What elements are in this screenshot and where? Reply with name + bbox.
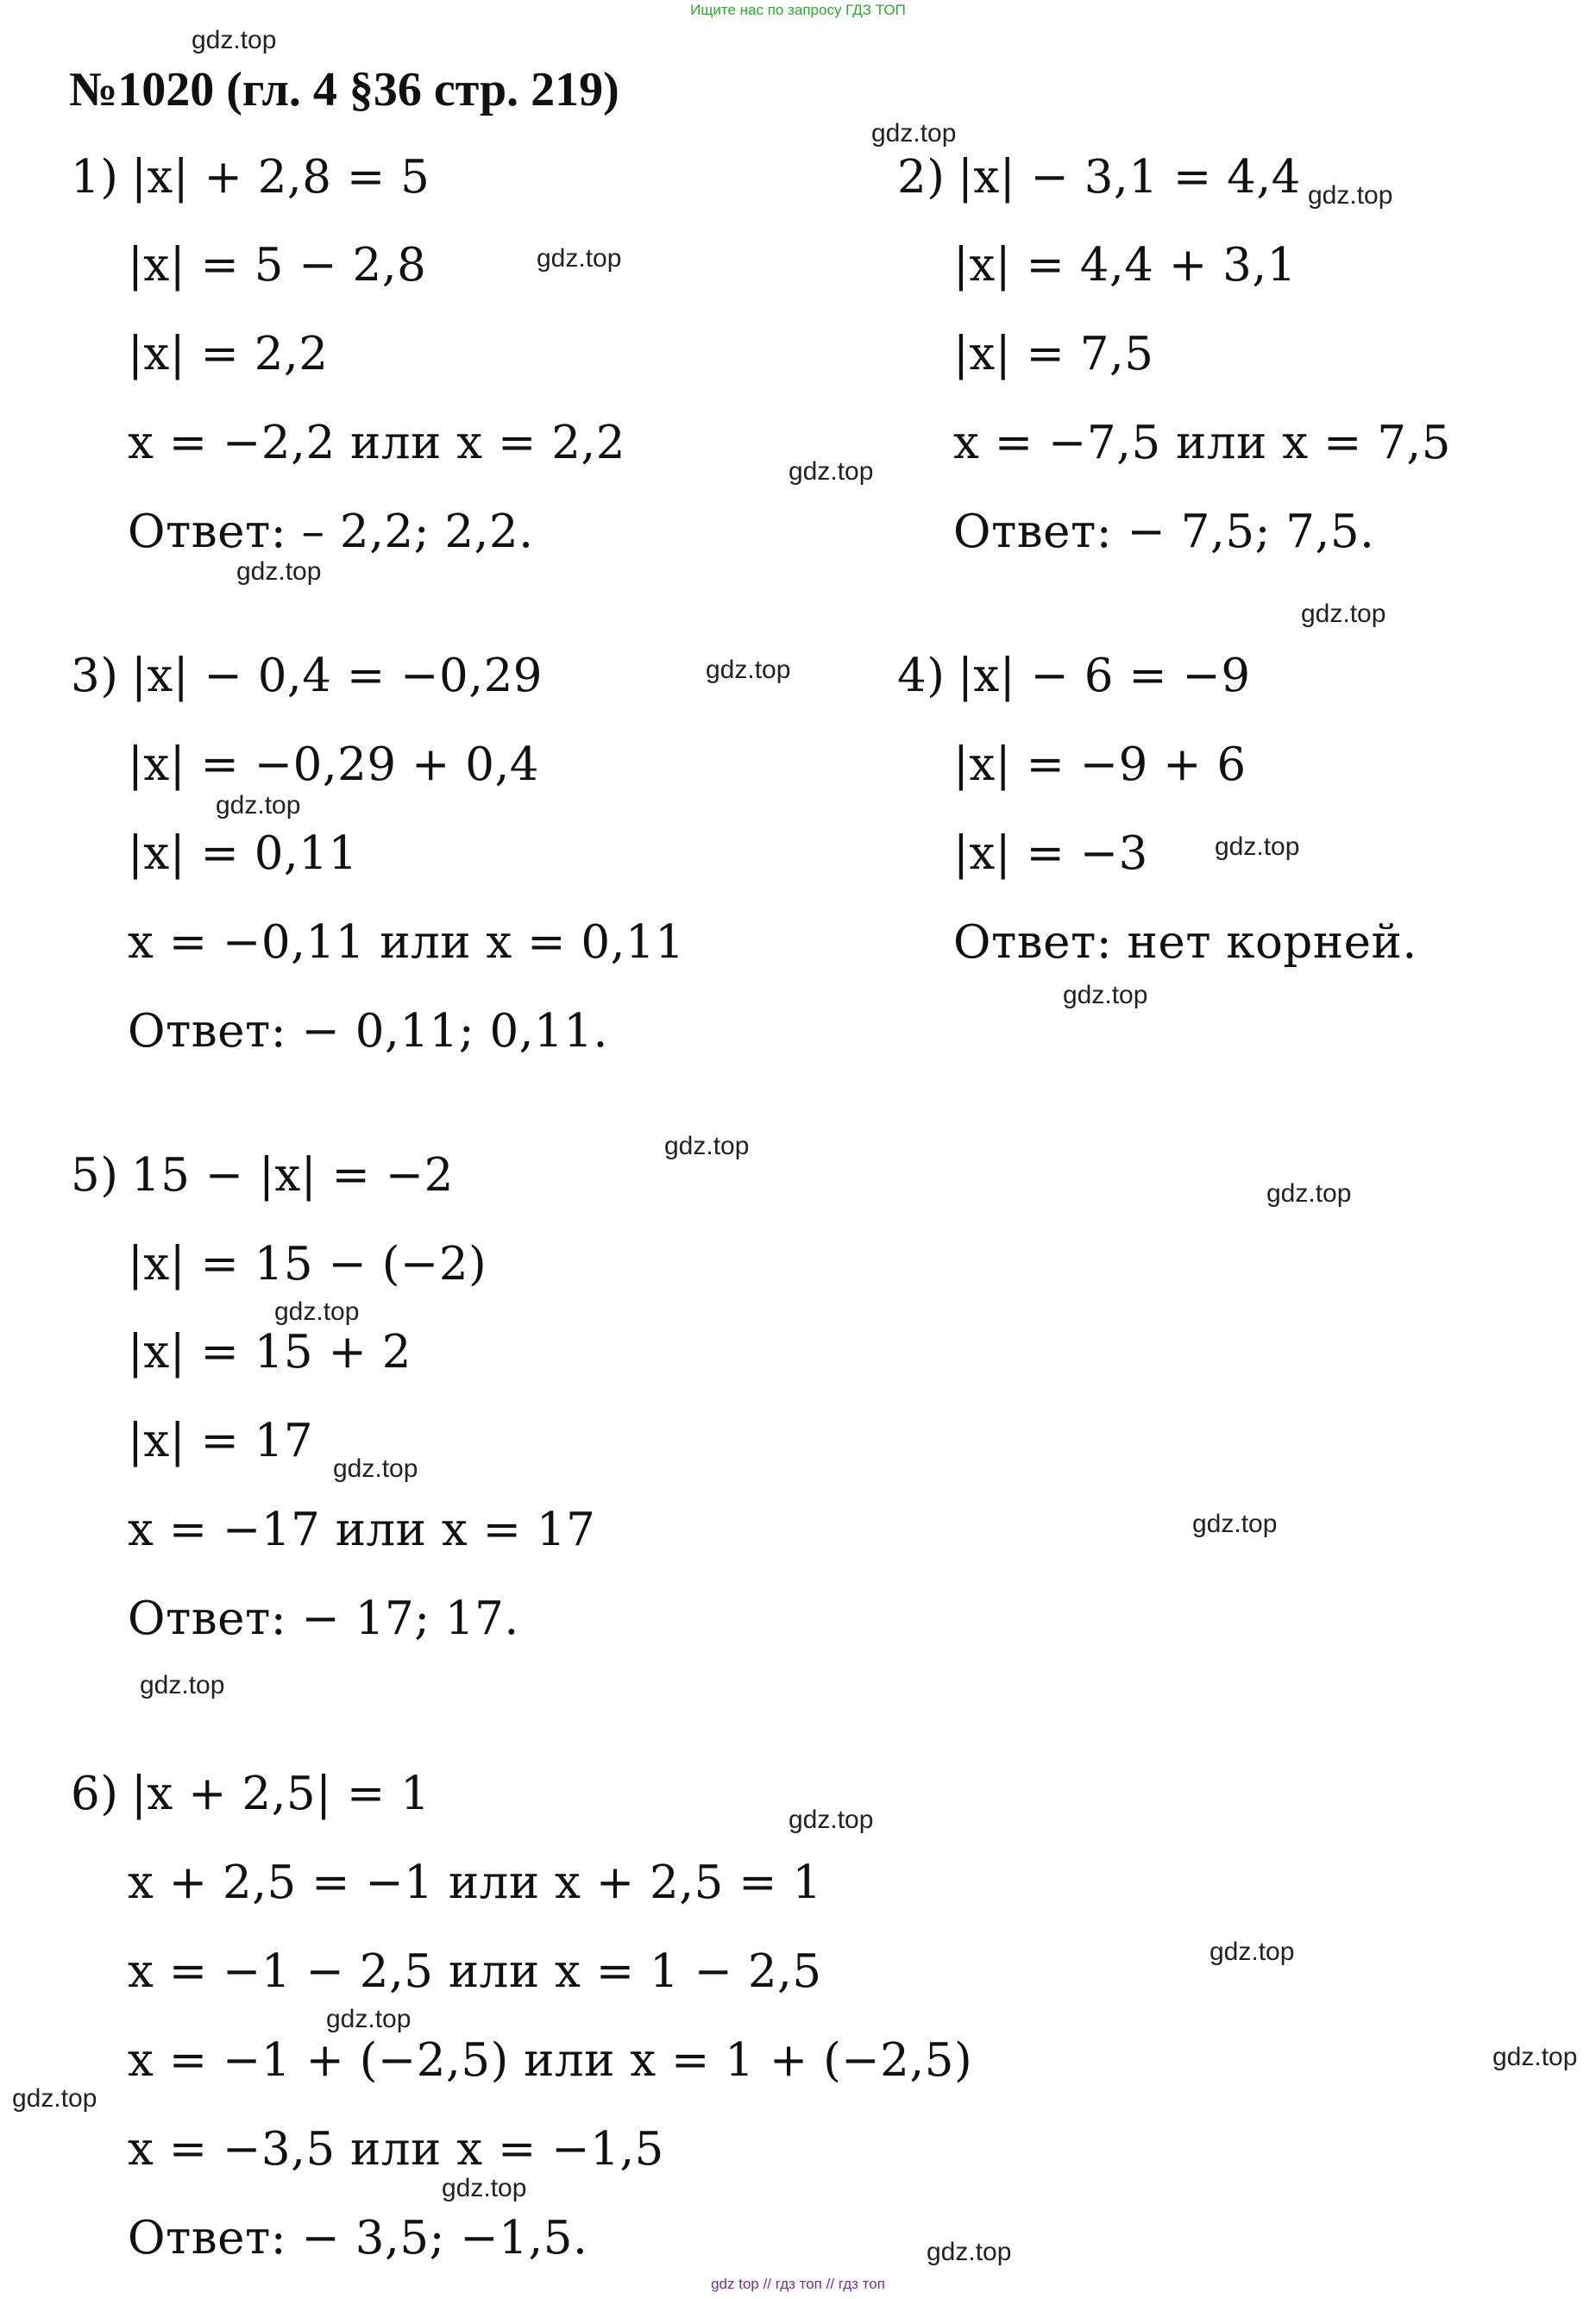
watermark: gdz.top <box>1192 1510 1278 1538</box>
watermark: gdz.top <box>789 457 874 486</box>
watermark: gdz.top <box>1308 181 1393 210</box>
watermark: gdz.top <box>333 1454 418 1483</box>
watermark: gdz.top <box>706 656 791 684</box>
answer-line: Ответ: − 0,11; 0,11. <box>128 1005 608 1058</box>
watermark: gdz.top <box>1266 1179 1352 1208</box>
watermark: gdz.top <box>1063 981 1148 1009</box>
problem-number: 5) <box>71 1149 119 1202</box>
watermark: gdz.top <box>789 1806 874 1834</box>
watermark: gdz.top <box>12 2084 97 2113</box>
equation-line: x = −3,5 или x = −1,5 <box>128 2123 664 2176</box>
equation-line: x = −7,5 или x = 7,5 <box>953 417 1451 469</box>
watermark: gdz.top <box>927 2238 1012 2266</box>
equation-line: x = −2,2 или x = 2,2 <box>128 417 625 469</box>
equation-line: |x| − 6 = −9 <box>958 650 1251 702</box>
equation-line: |x| = 17 <box>128 1415 314 1467</box>
watermark: gdz.top <box>871 119 957 148</box>
equation-line: |x| − 3,1 = 4,4 <box>958 151 1301 204</box>
equation-line: |x| = 15 − (−2) <box>128 1238 487 1291</box>
equation-line: |x| = 0,11 <box>128 827 358 880</box>
equation-line: x + 2,5 = −1 или x + 2,5 = 1 <box>128 1856 822 1909</box>
watermark: gdz.top <box>1215 832 1300 861</box>
answer-line: Ответ: − 17; 17. <box>128 1592 519 1645</box>
equation-line: x = −1 + (−2,5) или x = 1 + (−2,5) <box>128 2034 973 2087</box>
page-title: №1020 (гл. 4 §36 стр. 219) <box>69 63 619 116</box>
top-banner: Ищите нас по запросу ГДЗ ТОП <box>690 2 906 18</box>
problem-number: 1) <box>71 151 119 204</box>
watermark: gdz.top <box>442 2174 527 2202</box>
watermark: gdz.top <box>537 244 622 273</box>
equation-line: |x| − 0,4 = −0,29 <box>131 650 544 702</box>
watermark: gdz.top <box>192 26 277 54</box>
answer-line: Ответ: − 7,5; 7,5. <box>953 506 1375 558</box>
equation-line: |x| = −0,29 + 0,4 <box>128 738 540 791</box>
watermark: gdz.top <box>216 791 301 820</box>
problem-number: 4) <box>897 650 946 702</box>
watermark: gdz.top <box>664 1132 750 1160</box>
equation-line: |x| = −3 <box>953 827 1148 880</box>
problem-number: 3) <box>71 650 119 702</box>
equation-line: x = −17 или x = 17 <box>128 1504 596 1556</box>
watermark: gdz.top <box>236 557 322 586</box>
watermark: gdz.top <box>326 2005 412 2033</box>
equation-line: |x| = 7,5 <box>953 328 1154 380</box>
equation-line: |x| = 15 + 2 <box>128 1326 412 1379</box>
equation-line: x = −0,11 или x = 0,11 <box>128 916 685 969</box>
equation-line: 15 − |x| = −2 <box>131 1149 454 1202</box>
answer-line: Ответ: − 3,5; −1,5. <box>128 2212 588 2264</box>
equation-line: |x| = 5 − 2,8 <box>128 239 427 292</box>
answer-line: Ответ: – 2,2; 2,2. <box>128 506 534 558</box>
watermark: gdz.top <box>1492 2043 1578 2071</box>
watermark: gdz.top <box>140 1671 225 1699</box>
footer-links: gdz top // гдз топ // гдз топ <box>711 2276 885 2292</box>
watermark: gdz.top <box>1210 1938 1295 1966</box>
watermark: gdz.top <box>1301 600 1386 628</box>
watermark: gdz.top <box>274 1297 360 1326</box>
problem-number: 2) <box>897 151 946 204</box>
equation-line: |x| + 2,8 = 5 <box>131 151 430 204</box>
problem-number: 6) <box>71 1768 119 1820</box>
equation-line: x = −1 − 2,5 или x = 1 − 2,5 <box>128 1945 822 1998</box>
equation-line: |x| = 4,4 + 3,1 <box>953 239 1297 292</box>
equation-line: |x| = −9 + 6 <box>953 738 1247 791</box>
equation-line: |x + 2,5| = 1 <box>131 1768 430 1820</box>
equation-line: |x| = 2,2 <box>128 328 329 380</box>
answer-line: Ответ: нет корней. <box>953 916 1417 969</box>
